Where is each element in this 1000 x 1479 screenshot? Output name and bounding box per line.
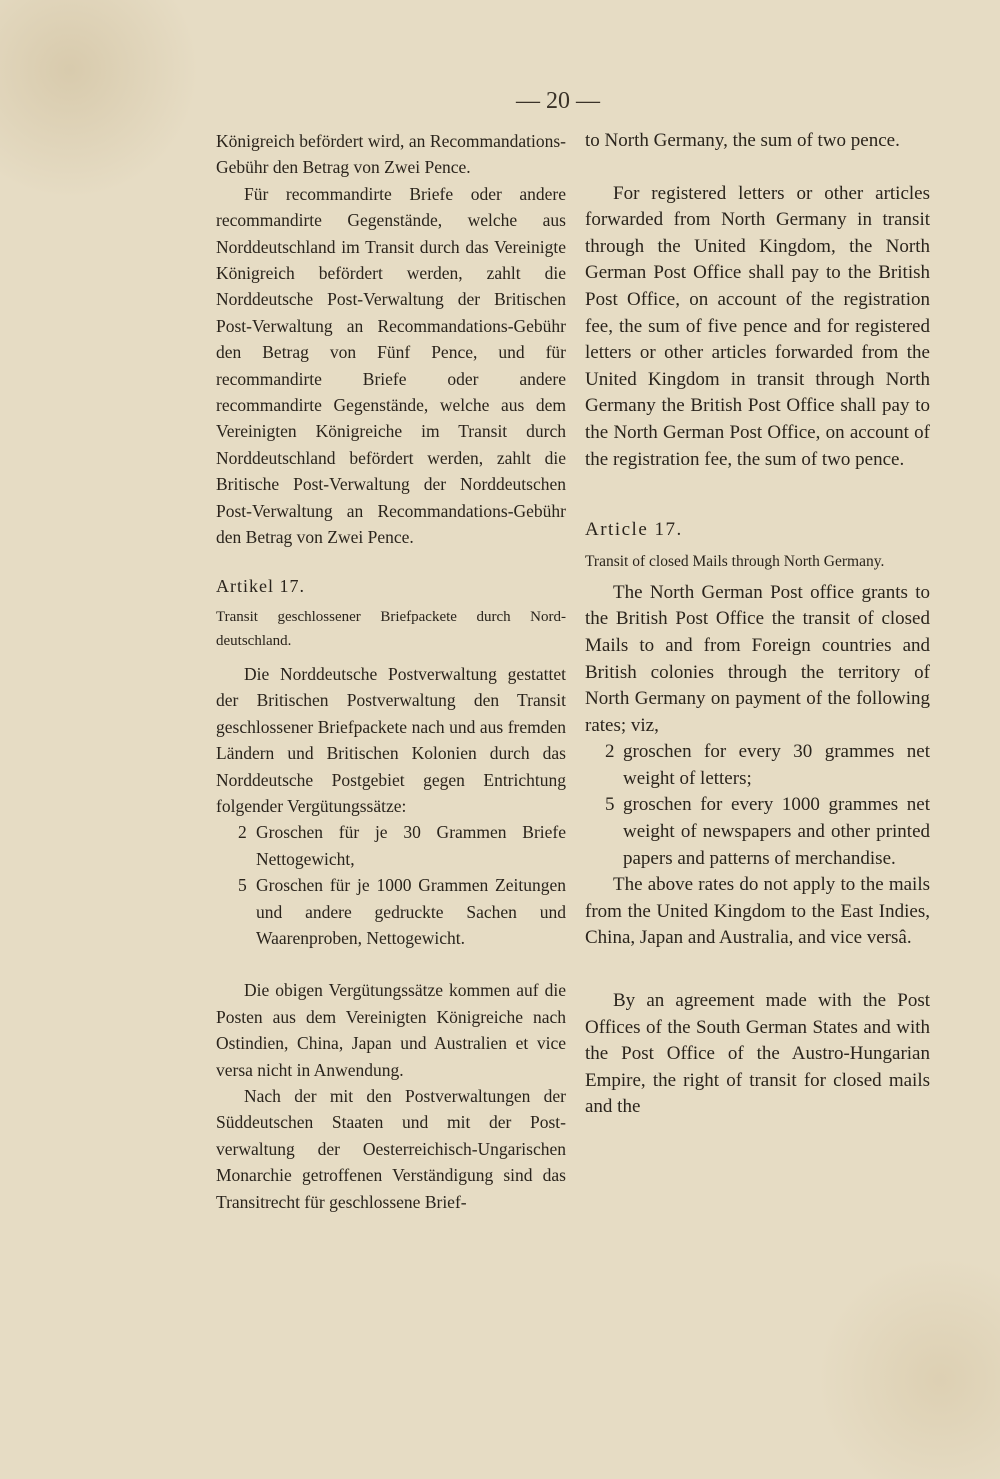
paper-stain <box>0 0 200 200</box>
english-rate-item <box>585 739 930 792</box>
german-rate-item <box>216 872 566 951</box>
rate-number: 5 <box>238 875 247 896</box>
german-column <box>216 128 566 1215</box>
english-paragraph: to North Germany, the sum of two pence. <box>585 130 900 151</box>
rate-number: 2 <box>238 822 247 843</box>
german-article-subheading: Transit geschlossener Briefpackete durch Norddeutschland. <box>216 608 566 649</box>
rate-text: groschen for every 30 grammes net weight of letters; <box>623 741 930 789</box>
english-paragraph: The above rates do not apply to the mails from the United Kingdom to the East Indies, China, Japan and Australia, and vice versâ. <box>585 874 930 949</box>
english-article-subheading: Transit of closed Mails through North Germany. <box>585 552 885 570</box>
german-article-heading: Artikel 17. <box>216 575 305 596</box>
english-paragraph: By an agreement made with the Post Offices of the South German States and with the Post Office of the Austro-Hungarian Empire, the right of transit for closed mails and the <box>585 990 930 1118</box>
rate-number: 5 <box>605 794 615 816</box>
rate-text: Groschen für je 1000 Grammen Zeitungen und andere gedruckte Sachen und Waarenproben, Nettogewicht. <box>256 875 566 948</box>
paper-stain <box>820 1250 1000 1479</box>
german-paragraph: Die Norddeutsche Postverwaltung gestattet der Britischen Postverwaltung den Transit geschlossener Briefpackete nach und aus fremden Ländern und Britischen Kolonien durch das Norddeutsche Postgebiet gegen Entrichtung folgender Vergütungssätze: <box>216 663 566 816</box>
page-number: — 20 — <box>516 88 600 114</box>
english-rate-item <box>585 792 930 872</box>
rate-number: 2 <box>605 741 615 763</box>
english-article-heading: Article 17. <box>585 519 683 541</box>
german-paragraph: Die obigen Vergütungssätze kommen auf die Posten aus dem Vereinigten Königreiche nach Ostindien, China, Japan und Australien et vice versa nicht in Anwendung. <box>216 980 566 1080</box>
english-column <box>585 128 930 1121</box>
english-paragraph: For registered letters or other articles forwarded from North Germany in transit through the United Kingdom, the North German Post Office shall pay to the British Post Office, on account of the registration fee, the sum of five pence and for registered letters or other articles forwarded from the United Kingdom in transit through North Germany the British Post Office shall pay to the North German Post Office, on account of the registration fee, the sum of two pence. <box>585 182 930 470</box>
rate-text: groschen for every 1000 grammes net weight of newspapers and other printed papers and patterns of merchandise. <box>623 794 930 869</box>
english-paragraph: The North German Post office grants to the British Post Office the transit of closed Mails to and from Foreign countries and British colonies through the territory of North Germany on payment of the following rates; viz, <box>585 581 930 736</box>
german-paragraph: Für recommandirte Briefe oder andere recommandirte Gegenstände, welche aus Norddeutschland im Transit durch das Vereinigte Königreich befördert werden, zahlt die Norddeutsche Post-Verwaltung der Britischen Post-Verwaltung an Recommandations-Gebühr den Betrag von Fünf Pence, und für recommandirte Briefe oder andere recommandirte Gegenstände, welche aus dem Vereinigten Königreiche im Transit durch Norddeutschland befördert werden, zahlt die Britische Post-Verwaltung der Norddeutschen Post-Verwaltung an Recommandations-Gebühr den Betrag von Zwei Pence. <box>216 183 566 548</box>
german-rate-item <box>216 819 566 872</box>
german-paragraph: Nach der mit den Postverwaltungen der Süddeutschen Staaten und mit der Postverwaltung der Oesterreichisch-Ungarischen Monarchie getroffenen Verständigung sind das Transitrecht für geschlossene Brief- <box>216 1086 566 1212</box>
german-paragraph: Königreich befördert wird, an Recommandations-Gebühr den Betrag von Zwei Pence. <box>216 131 566 178</box>
rate-text: Groschen für je 30 Grammen Briefe Nettogewicht, <box>256 822 566 869</box>
